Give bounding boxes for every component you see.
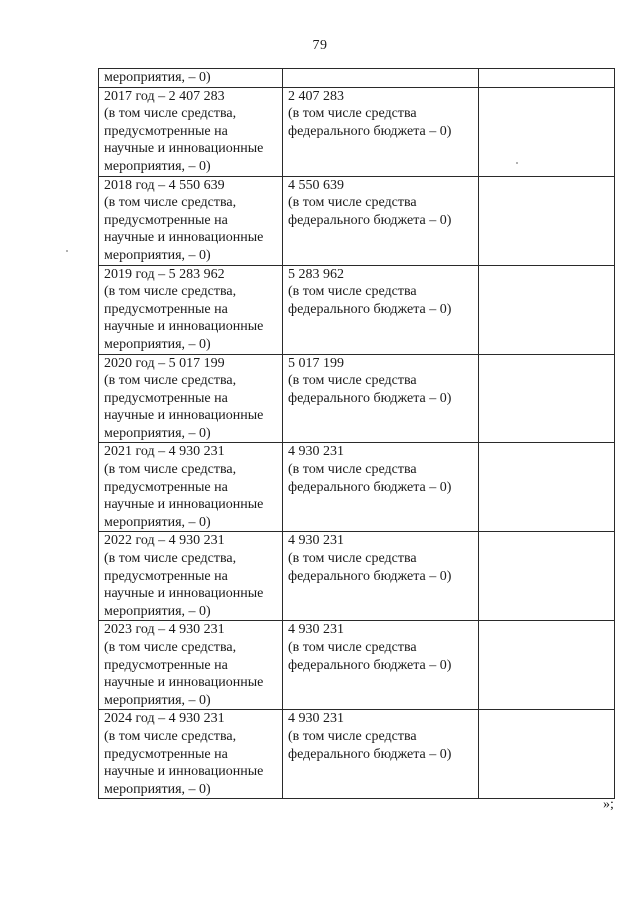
- table-row: [99, 87, 615, 176]
- cell-text-line: 2019 год – 5 283 962: [104, 266, 225, 282]
- cell-text-line: (в том числе средства: [288, 373, 417, 389]
- cell-text-line: предусмотренные на: [104, 212, 228, 228]
- cell-text-line: (в том числе средства,: [104, 551, 237, 567]
- scan-speck: [66, 250, 68, 252]
- table-row: [99, 176, 615, 265]
- cell-text-line: 5 283 962: [288, 266, 344, 282]
- cell-text-line: предусмотренные на: [104, 390, 228, 406]
- cell-text-line: (в том числе средства: [288, 106, 417, 122]
- table-cell-col3: [479, 69, 615, 88]
- table-cell-col2: [283, 69, 479, 88]
- cell-text-line: научные и инновационные: [104, 230, 264, 246]
- cell-text-line: 4 930 231: [288, 711, 344, 727]
- cell-text-line: научные и инновационные: [104, 408, 264, 424]
- cell-text-line: 2021 год – 4 930 231: [104, 444, 225, 460]
- table-cell-col1: [99, 710, 283, 799]
- cell-text-line: (в том числе средства: [288, 640, 417, 655]
- table-cell-col3: [479, 710, 615, 799]
- funding-table: [98, 68, 615, 799]
- table-row: [99, 443, 615, 532]
- table-row: [99, 621, 615, 710]
- cell-text-line: предусмотренные на: [104, 746, 228, 762]
- funding-table-body: [99, 69, 615, 799]
- cell-text-line: 4 930 231: [288, 622, 344, 638]
- table-row: [99, 265, 615, 354]
- cell-text-line: предусмотренные на: [104, 301, 228, 317]
- closing-quote: »;: [603, 797, 614, 812]
- table-cell-col1: [99, 621, 283, 710]
- table-cell-col1: [99, 176, 283, 265]
- cell-text-line: мероприятия, – 0): [104, 514, 211, 530]
- cell-text-line: мероприятия, – 0): [104, 603, 211, 619]
- table-cell-col2: [283, 710, 479, 799]
- cell-text-line: 2017 год – 2 407 283: [104, 88, 225, 104]
- cell-text-line: предусмотренные на: [104, 568, 228, 584]
- table-cell-col2: [283, 532, 479, 621]
- cell-text-line: предусмотренные на: [104, 657, 228, 673]
- cell-text-line: 2018 год – 4 550 639: [104, 177, 225, 193]
- cell-text-line: федерального бюджета – 0): [288, 746, 452, 762]
- cell-text-line: (в том числе средства: [288, 462, 417, 478]
- cell-text-line: федерального бюджета – 0): [288, 479, 452, 495]
- cell-text-line: (в том числе средства: [288, 284, 417, 300]
- table-cell-col2: [283, 176, 479, 265]
- table-cell-col3: [479, 87, 615, 176]
- table-cell-col3: [479, 176, 615, 265]
- table-cell-col2: [283, 354, 479, 443]
- cell-text-line: мероприятия, – 0): [104, 247, 211, 263]
- table-cell-col3: [479, 354, 615, 443]
- cell-text-line: научные и инновационные: [104, 675, 264, 691]
- cell-text-line: мероприятия, – 0): [104, 336, 211, 352]
- cell-text-line: (в том числе средства,: [104, 373, 237, 389]
- cell-text-line: (в том числе средства,: [104, 728, 237, 744]
- table-cell-col1: [99, 87, 283, 176]
- scan-speck: [516, 162, 518, 164]
- cell-text-line: мероприятия, – 0): [104, 70, 211, 85]
- cell-text-line: мероприятия, – 0): [104, 425, 211, 441]
- cell-text-line: федерального бюджета – 0): [288, 301, 452, 317]
- cell-text-line: 4 930 231: [288, 533, 344, 549]
- table-row: [99, 710, 615, 799]
- cell-text-line: научные и инновационные: [104, 141, 264, 157]
- cell-text-line: мероприятия, – 0): [104, 692, 211, 708]
- cell-text-line: федерального бюджета – 0): [288, 212, 452, 228]
- cell-text-line: федерального бюджета – 0): [288, 657, 452, 673]
- cell-text-line: мероприятия, – 0): [104, 781, 211, 797]
- cell-text-line: 2 407 283: [288, 88, 344, 104]
- table-cell-col2: [283, 265, 479, 354]
- table-cell-col2: [283, 621, 479, 710]
- table-cell-col2: [283, 87, 479, 176]
- cell-text-line: (в том числе средства,: [104, 195, 237, 211]
- cell-text-line: предусмотренные на: [104, 123, 228, 139]
- table-cell-col3: [479, 621, 615, 710]
- page-number: 79: [312, 38, 328, 53]
- cell-text-line: 5 017 199: [288, 355, 344, 371]
- cell-text-line: (в том числе средства: [288, 195, 417, 211]
- cell-text-line: мероприятия, – 0): [104, 158, 211, 174]
- cell-text-line: научные и инновационные: [104, 497, 264, 513]
- cell-text-line: научные и инновационные: [104, 764, 264, 780]
- table-cell-col3: [479, 443, 615, 532]
- cell-text-line: федерального бюджета – 0): [288, 123, 452, 139]
- cell-text-line: 2020 год – 5 017 199: [104, 355, 225, 371]
- table-cell-col3: [479, 532, 615, 621]
- cell-text-line: научные и инновационные: [104, 319, 264, 335]
- cell-text-line: федерального бюджета – 0): [288, 390, 452, 406]
- cell-text-line: 4 550 639: [288, 177, 344, 193]
- table-cell-col1: [99, 354, 283, 443]
- cell-text-line: 2023 год – 4 930 231: [104, 622, 225, 638]
- cell-text-line: (в том числе средства: [288, 728, 417, 744]
- cell-text-line: предусмотренные на: [104, 479, 228, 495]
- cell-text-line: 4 930 231: [288, 444, 344, 460]
- table-cell-col2: [283, 443, 479, 532]
- table-cell-col1: [99, 443, 283, 532]
- table-cell-col1: [99, 265, 283, 354]
- cell-text-line: (в том числе средства,: [104, 106, 237, 122]
- cell-text-line: (в том числе средства,: [104, 640, 237, 655]
- table-row: [99, 69, 615, 88]
- cell-text-line: научные и инновационные: [104, 586, 264, 602]
- cell-text-line: федерального бюджета – 0): [288, 568, 452, 584]
- cell-text-line: 2024 год – 4 930 231: [104, 711, 225, 727]
- table-cell-col3: [479, 265, 615, 354]
- cell-text-line: (в том числе средства: [288, 551, 417, 567]
- table-row: [99, 532, 615, 621]
- table-row: [99, 354, 615, 443]
- table-cell-col1: [99, 532, 283, 621]
- cell-text-line: (в том числе средства,: [104, 284, 237, 300]
- table-cell-col1: [99, 69, 283, 88]
- cell-text-line: (в том числе средства,: [104, 462, 237, 478]
- cell-text-line: 2022 год – 4 930 231: [104, 533, 225, 549]
